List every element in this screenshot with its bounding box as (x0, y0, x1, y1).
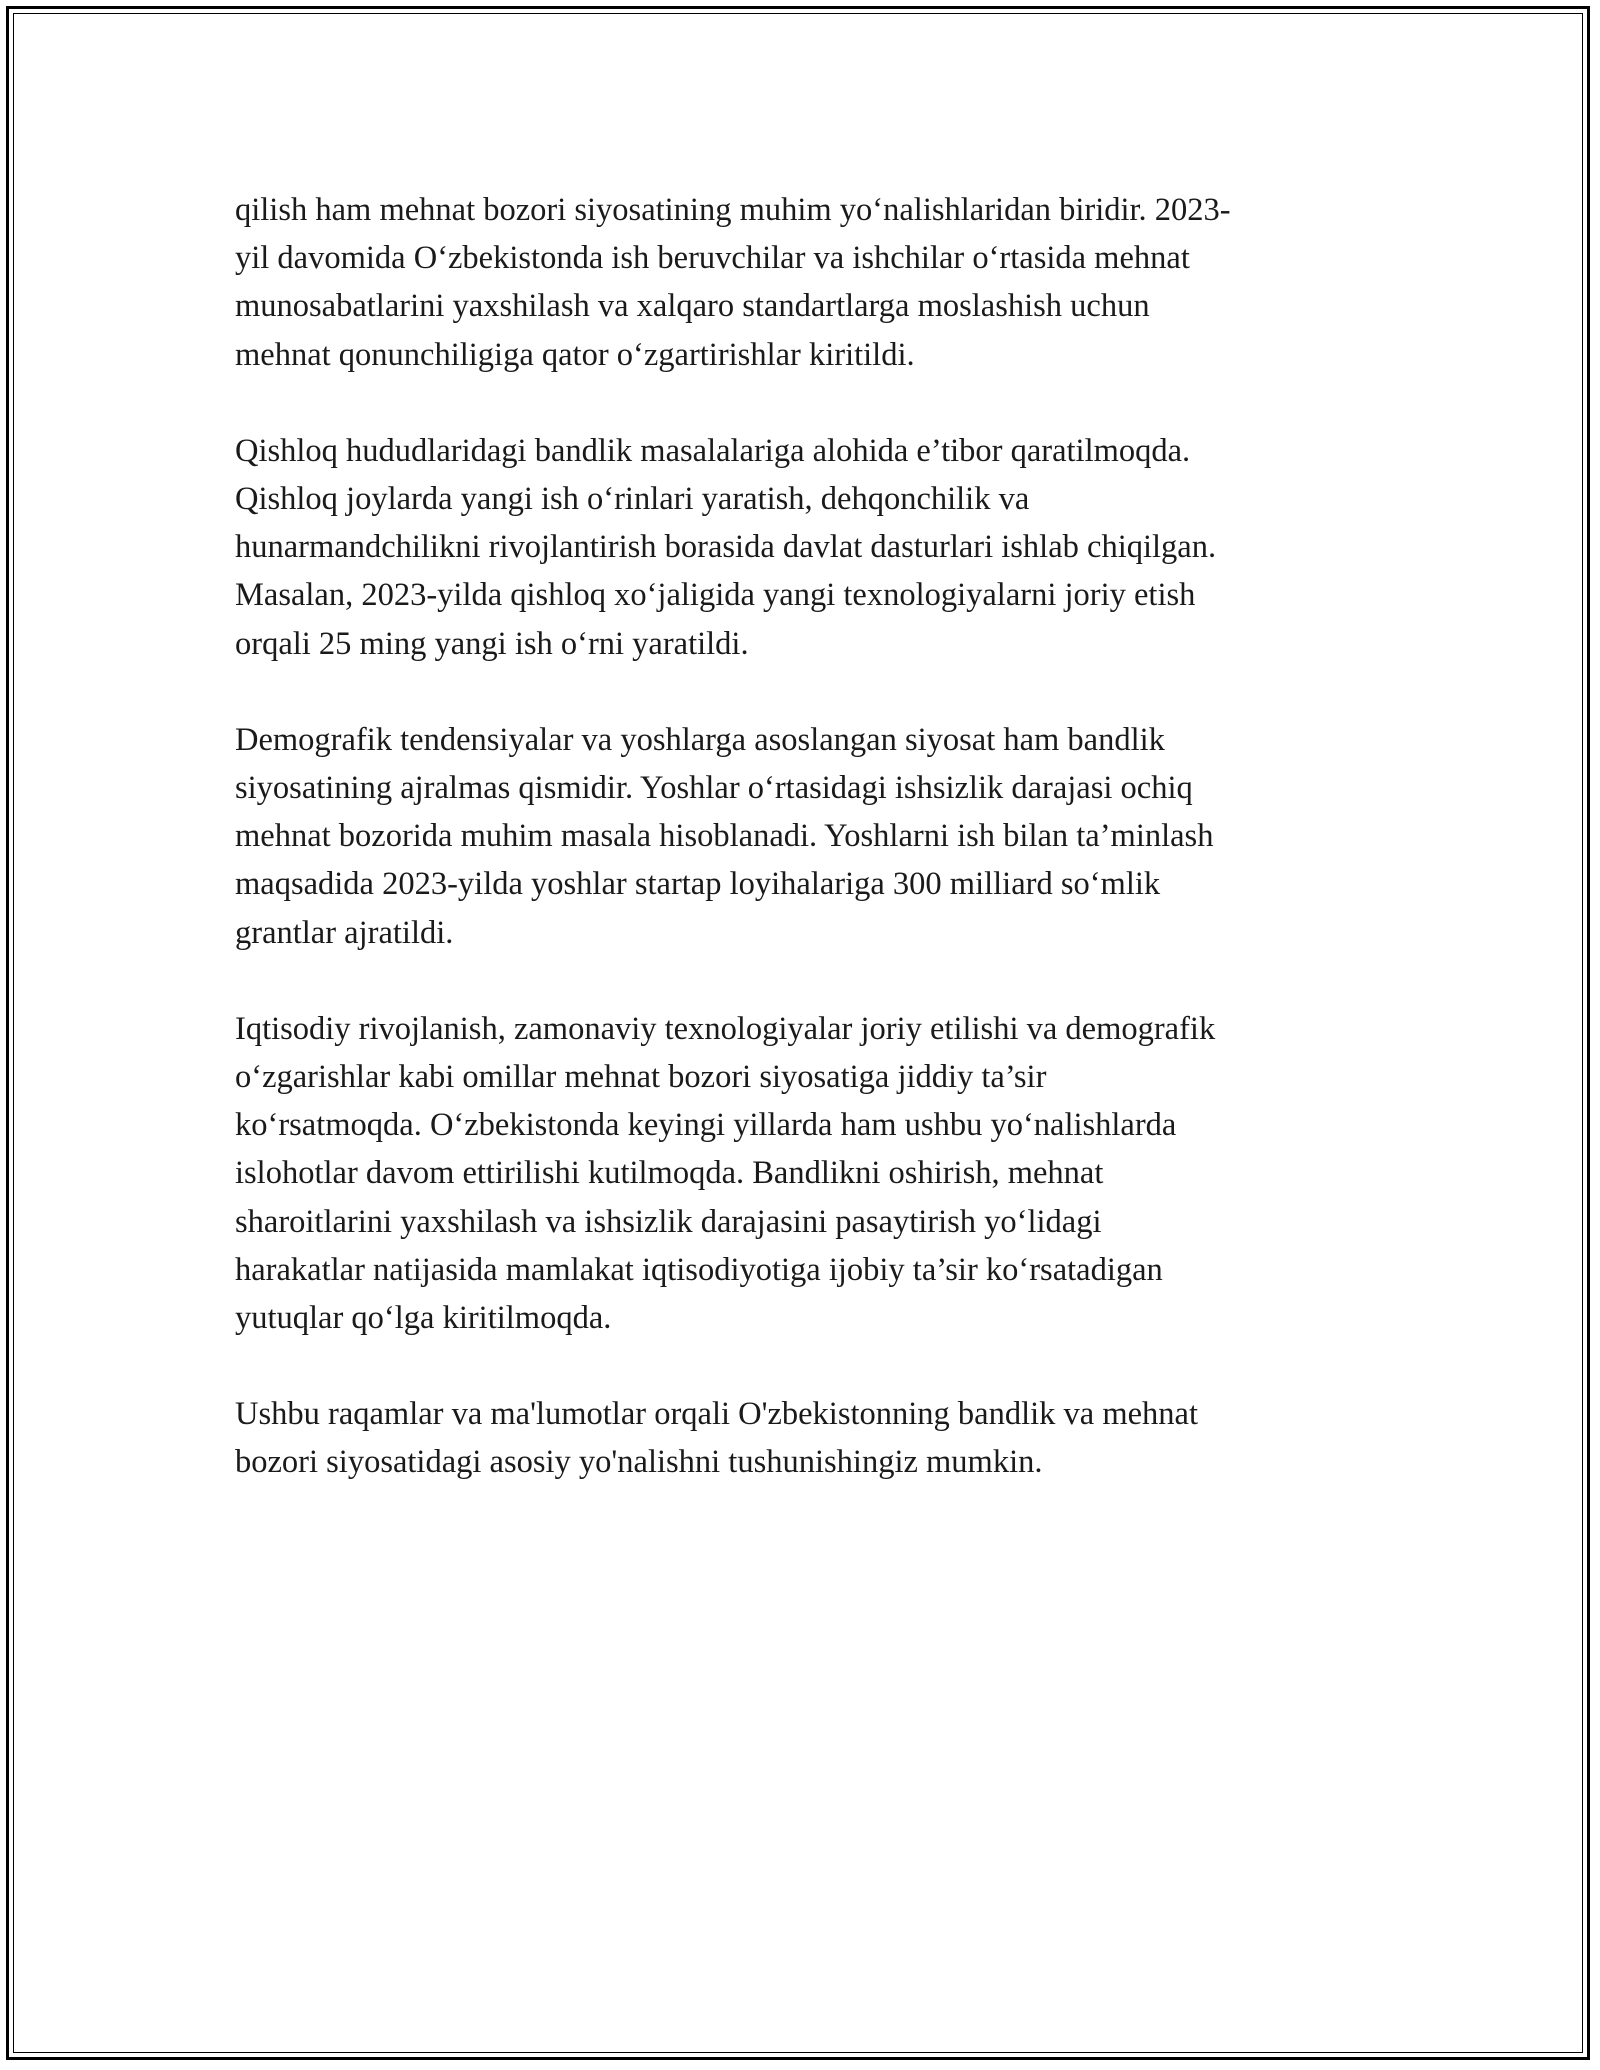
text-line: Qishloq hududlaridagi bandlik masalalariga alohida e’tibor qaratilmoqda. (235, 432, 1191, 469)
text-line: orqali 25 ming yangi ish o‘rni yaratildi. (235, 625, 749, 662)
text-line: Qishloq joylarda yangi ish o‘rinlari yaratish, dehqonchilik va (235, 481, 1030, 518)
text-line: mehnat qonunchiligiga qator o‘zgartirishlar kiritildi. (235, 336, 915, 373)
paragraph-labor-legislation (235, 186, 1375, 379)
text-line: munosabatlarini yaxshilash va xalqaro standartlarga moslashish uchun (235, 288, 1150, 325)
text-line: maqsadida 2023-yilda yoshlar startap loyihalariga 300 milliard so‘mlik (235, 866, 1161, 903)
paragraph-conclusion (235, 1390, 1375, 1486)
text-line: bozori siyosatidagi asosiy yo'nalishni tushunishingiz mumkin. (235, 1444, 1043, 1481)
text-line: harakatlar natijasida mamlakat iqtisodiyotiga ijobiy ta’sir ko‘rsatadigan (235, 1251, 1163, 1288)
paragraph-economic-factors (235, 1005, 1375, 1342)
text-line: yutuqlar qo‘lga kiritilmoqda. (235, 1300, 612, 1337)
text-line: Demografik tendensiyalar va yoshlarga asoslangan siyosat ham bandlik (235, 721, 1165, 758)
paragraph-youth-policy (235, 716, 1375, 957)
text-line: o‘zgarishlar kabi omillar mehnat bozori siyosatiga jiddiy ta’sir (235, 1059, 1047, 1096)
paragraph-rural-employment (235, 427, 1375, 668)
text-line: islohotlar davom ettirilishi kutilmoqda. Bandlikni oshirish, mehnat (235, 1155, 1104, 1192)
text-line: Masalan, 2023-yilda qishloq xo‘jaligida yangi texnologiyalarni joriy etish (235, 577, 1196, 614)
text-line: grantlar ajratildi. (235, 914, 454, 951)
text-line: ko‘rsatmoqda. O‘zbekistonda keyingi yillarda ham ushbu yo‘nalishlarda (235, 1107, 1177, 1144)
text-line: mehnat bozorida muhim masala hisoblanadi. Yoshlarni ish bilan ta’minlash (235, 818, 1214, 855)
text-line: hunarmandchilikni rivojlantirish borasida davlat dasturlari ishlab chiqilgan. (235, 529, 1217, 566)
text-line: sharoitlarini yaxshilash va ishsizlik darajasini pasaytirish yo‘lidagi (235, 1203, 1102, 1240)
text-line: Iqtisodiy rivojlanish, zamonaviy texnologiyalar joriy etilishi va demografik (235, 1010, 1216, 1047)
document-body (235, 186, 1375, 1535)
text-line: Ushbu raqamlar va ma'lumotlar orqali O'zbekistonning bandlik va mehnat (235, 1396, 1198, 1433)
text-line: yil davomida O‘zbekistonda ish beruvchilar va ishchilar o‘rtasida mehnat (235, 240, 1190, 277)
text-line: qilish ham mehnat bozori siyosatining muhim yo‘nalishlaridan biridir. 2023- (235, 192, 1231, 228)
text-line: siyosatining ajralmas qismidir. Yoshlar o‘rtasidagi ishsizlik darajasi ochiq (235, 770, 1193, 807)
